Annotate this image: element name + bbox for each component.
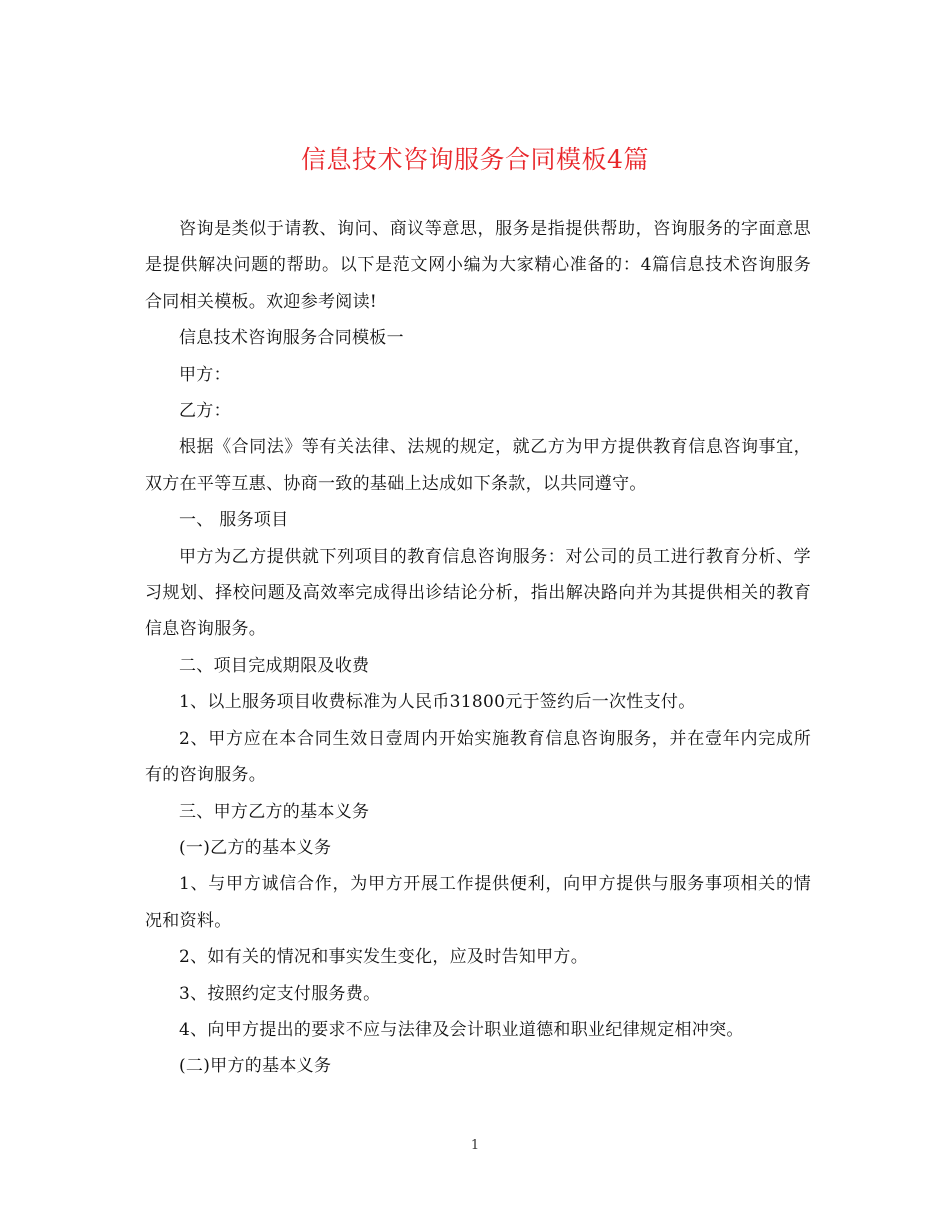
- paragraph-subsection-1-item-2: 2、如有关的情况和事实发生变化，应及时告知甲方。: [179, 947, 589, 968]
- page-number: 1: [470, 1138, 480, 1153]
- paragraph-subsection-1-heading: (一)乙方的基本义务: [179, 837, 332, 858]
- paragraph-subsection-2-heading: (二)甲方的基本义务: [179, 1056, 332, 1077]
- paragraph-subsection-1-item-3: 3、按照约定支付服务费。: [179, 983, 381, 1004]
- paragraph-section-2-heading: 二、项目完成期限及收费: [179, 655, 370, 676]
- paragraph-party-b: 乙方：: [179, 401, 231, 422]
- paragraph-section-2-item-2: 2、甲方应在本合同生效日壹周内开始实施教育信息咨询服务，并在壹年内完成所有的咨询服务。: [145, 728, 811, 786]
- paragraph-preamble: 根据《合同法》等有关法律、法规的规定，就乙方为甲方提供教育信息咨询事宜，双方在平等互惠、协商一致的基础上达成如下条款，以共同遵守。: [145, 437, 811, 494]
- paragraph-subsection-1-item-4: 4、向甲方提出的要求不应与法律及会计职业道德和职业纪律规定相冲突。: [179, 1019, 744, 1040]
- paragraph-section-1-content: 甲方为乙方提供就下列项目的教育信息咨询服务：对公司的员工进行教育分析、学习规划、择校问题及高效率完成得出诊结论分析，指出解决路向并为其提供相关的教育信息咨询服务。: [145, 546, 811, 640]
- paragraph-party-a: 甲方：: [179, 364, 231, 385]
- document-body: [145, 211, 811, 1085]
- paragraph-template-heading: 信息技术咨询服务合同模板一: [179, 328, 404, 349]
- paragraph-intro: 咨询是类似于请教、询问、商议等意思，服务是指提供帮助，咨询服务的字面意思是提供解决问题的帮助。以下是范文网小编为大家精心准备的：4篇信息技术咨询服务合同相关模板。欢迎参考阅读!: [145, 219, 811, 312]
- document-title: 信息技术咨询服务合同模板4篇: [301, 145, 649, 174]
- paragraph-section-3-heading: 三、甲方乙方的基本义务: [179, 801, 370, 822]
- paragraph-section-2-item-1: 1、以上服务项目收费标准为人民币31800元于签约后一次性支付。: [179, 692, 696, 713]
- paragraph-section-1-heading: 一、 服务项目: [179, 510, 289, 531]
- paragraph-subsection-1-item-1: 1、与甲方诚信合作，为甲方开展工作提供便利，向甲方提供与服务事项相关的情况和资料。: [145, 874, 811, 931]
